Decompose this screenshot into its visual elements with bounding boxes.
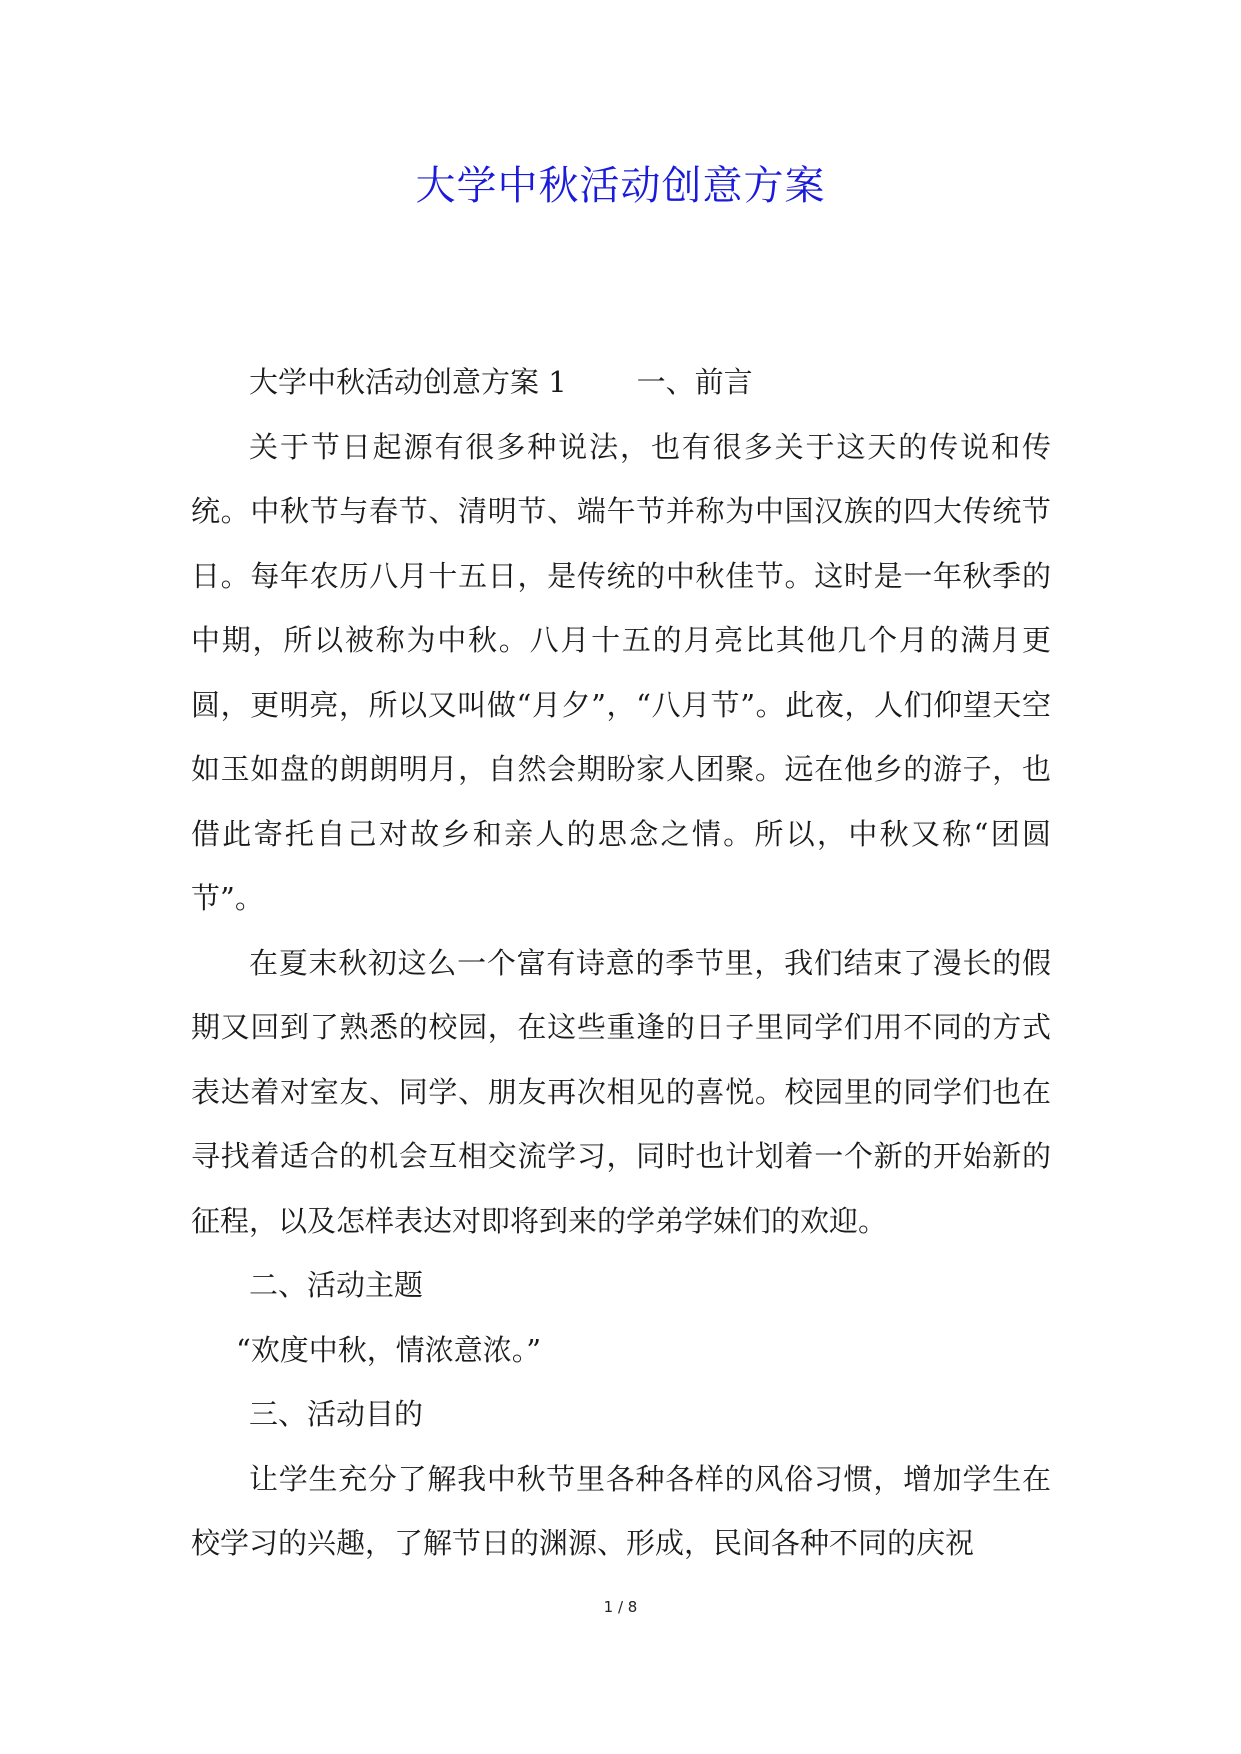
paragraph: 关于节日起源有很多种说法，也有很多关于这天的传说和传统。中秋节与春节、清明节、端午节并称为中国汉族的四大传统节日。每年农历八月十五日，是传统的中秋佳节。这时是一年秋季的中期，所以被称为中秋。八月十五的月亮比其他几个月的满月更圆，更明亮，所以又叫做“月夕”，“八月节”。此夜，人们仰望天空如玉如盘的朗朗明月，自然会期盼家人团聚。远在他乡的游子，也借此寄托自己对故乡和亲人的思念之情。所以，中秋又称“团圆节”。 xyxy=(191,429,1051,915)
section-heading: 二、活动主题 xyxy=(249,1268,424,1302)
document-title: 大学中秋活动创意方案 xyxy=(415,163,826,209)
theme-quote: “欢度中秋，情浓意浓。” xyxy=(235,1332,542,1367)
paragraph: 在夏末秋初这么一个富有诗意的季节里，我们结束了漫长的假期又回到了熟悉的校园，在这些重逢的日子里同学们用不同的方式表达着对室友、同学、朋友再次相见的喜悦。校园里的同学们也在寻找着适合的机会互相交流学习，同时也计划着一个新的开始新的征程，以及怎样表达对即将到来的学弟学妹们的欢迎。 xyxy=(191,945,1051,1238)
page-number: 1 / 8 xyxy=(603,1598,638,1616)
document-body xyxy=(191,350,1051,1576)
subsection-heading: 一、前言 xyxy=(636,365,753,399)
section-heading: 大学中秋活动创意方案 1 xyxy=(249,365,567,399)
paragraph: 让学生充分了解我中秋节里各种各样的风俗习惯，增加学生在校学习的兴趣，了解节日的渊源、形成，民间各种不同的庆祝 xyxy=(191,1461,1051,1560)
heading-line xyxy=(191,350,1051,415)
section-heading: 三、活动目的 xyxy=(249,1397,424,1431)
